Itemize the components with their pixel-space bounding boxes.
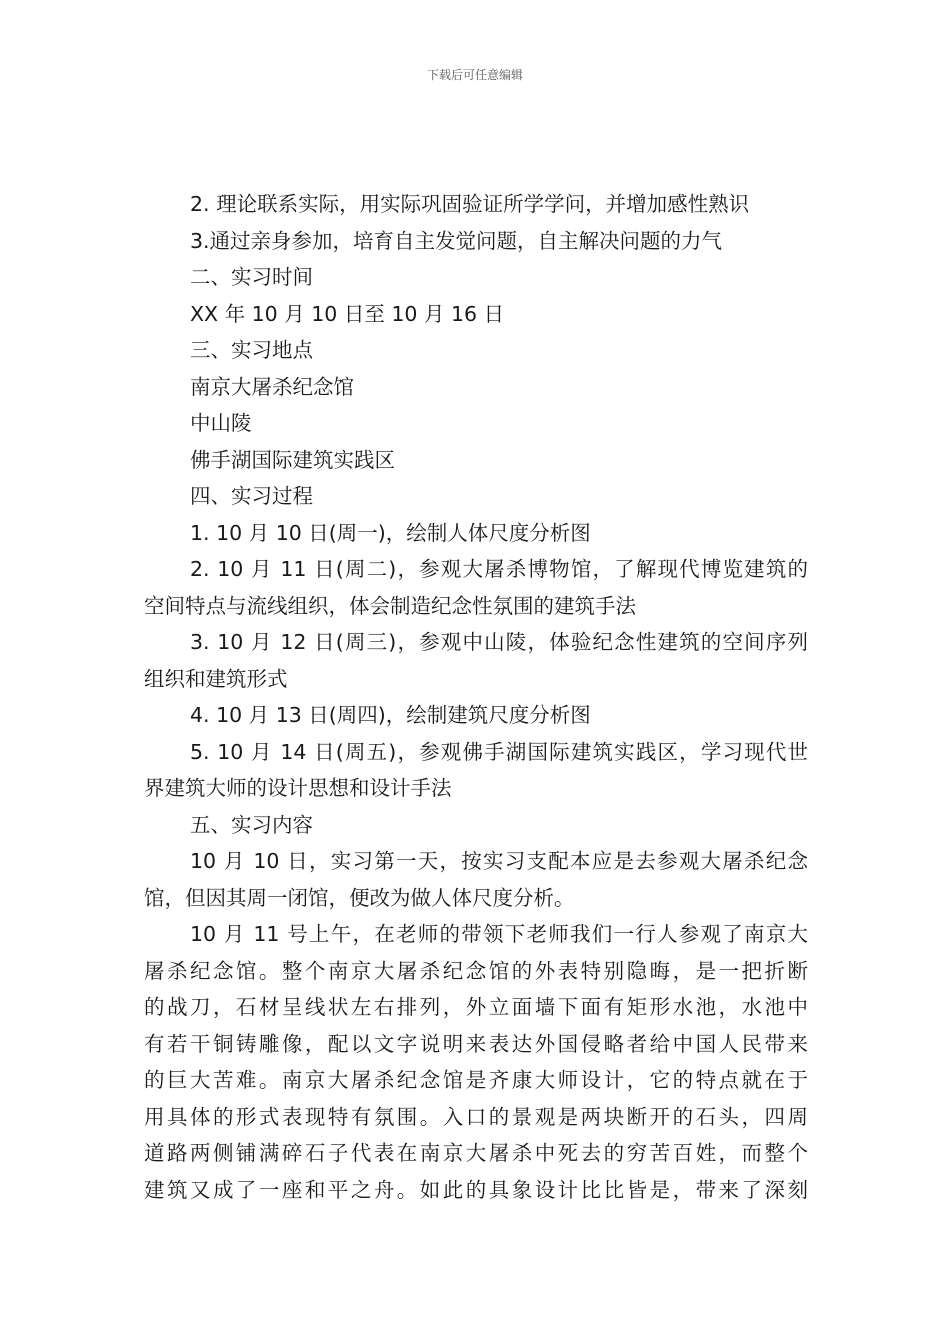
paragraph-line: 道路两侧铺满碎石子代表在南京大屠杀中死去的穷苦百姓，而整个	[144, 1141, 808, 1165]
paragraph-line: 五、实习内容	[190, 812, 313, 837]
paragraph-line: 组织和建筑形式	[144, 666, 288, 691]
paragraph-line: 二、实习时间	[190, 265, 313, 289]
paragraph-line: XX 年 10 月 10 日至 10 月 16 日	[190, 301, 505, 326]
paragraph-line: 2. 理论联系实际，用实际巩固验证所学学问，并增加感性熟识	[190, 192, 750, 216]
paragraph-line: 屠杀纪念馆。整个南京大屠杀纪念馆的外表特别隐晦，是一把折断	[144, 958, 808, 983]
paragraph-line: 馆，但因其周一闭馆，便改为做人体尺度分析。	[144, 885, 575, 910]
paragraph-line: 10 月 11 号上午，在老师的带领下老师我们一行人参观了南京大	[190, 922, 808, 946]
paragraph-line: 佛手湖国际建筑实践区	[190, 447, 395, 472]
paragraph-line: 2. 10 月 11 日(周二)，参观大屠杀博物馆，了解现代博览建筑的	[190, 557, 808, 581]
paragraph-line: 3. 10 月 12 日(周三)，参观中山陵，体验纪念性建筑的空间序列	[190, 630, 808, 654]
document-body	[144, 186, 808, 1208]
paragraph-line: 建筑又成了一座和平之舟。如此的具象设计比比皆是，带来了深刻	[144, 1177, 808, 1202]
paragraph-line: 中山陵	[190, 411, 252, 435]
paragraph-line: 有若干铜铸雕像，配以文字说明来表达外国侵略者给中国人民带来	[144, 1031, 808, 1056]
paragraph-line: 界建筑大师的设计思想和设计手法	[144, 776, 452, 800]
paragraph-line: 10 月 10 日，实习第一天，按实习支配本应是去参观大屠杀纪念	[190, 849, 808, 873]
paragraph-line: 的巨大苦难。南京大屠杀纪念馆是齐康大师设计，它的特点就在于	[144, 1068, 808, 1092]
paragraph-line: 3.通过亲身参加，培育自主发觉问题，自主解决问题的力气	[190, 228, 723, 253]
paragraph-line: 空间特点与流线组织，体会制造纪念性氛围的建筑手法	[144, 593, 636, 618]
paragraph-line: 三、实习地点	[190, 338, 313, 362]
paragraph-line: 1. 10 月 10 日(周一)，绘制人体尺度分析图	[190, 520, 591, 545]
paragraph-line: 用具体的形式表现特有氛围。入口的景观是两块断开的石头，四周	[144, 1104, 808, 1129]
paragraph-line: 5. 10 月 14 日(周五)，参观佛手湖国际建筑实践区，学习现代世	[190, 739, 808, 764]
paragraph-line: 的战刀，石材呈线状左右排列，外立面墙下面有矩形水池，水池中	[144, 995, 808, 1019]
paragraph-line: 四、实习过程	[190, 484, 313, 508]
paragraph-line: 4. 10 月 13 日(周四)，绘制建筑尺度分析图	[190, 703, 591, 727]
page-header: 下载后可任意编辑	[426, 68, 523, 82]
paragraph-line: 南京大屠杀纪念馆	[190, 374, 354, 399]
